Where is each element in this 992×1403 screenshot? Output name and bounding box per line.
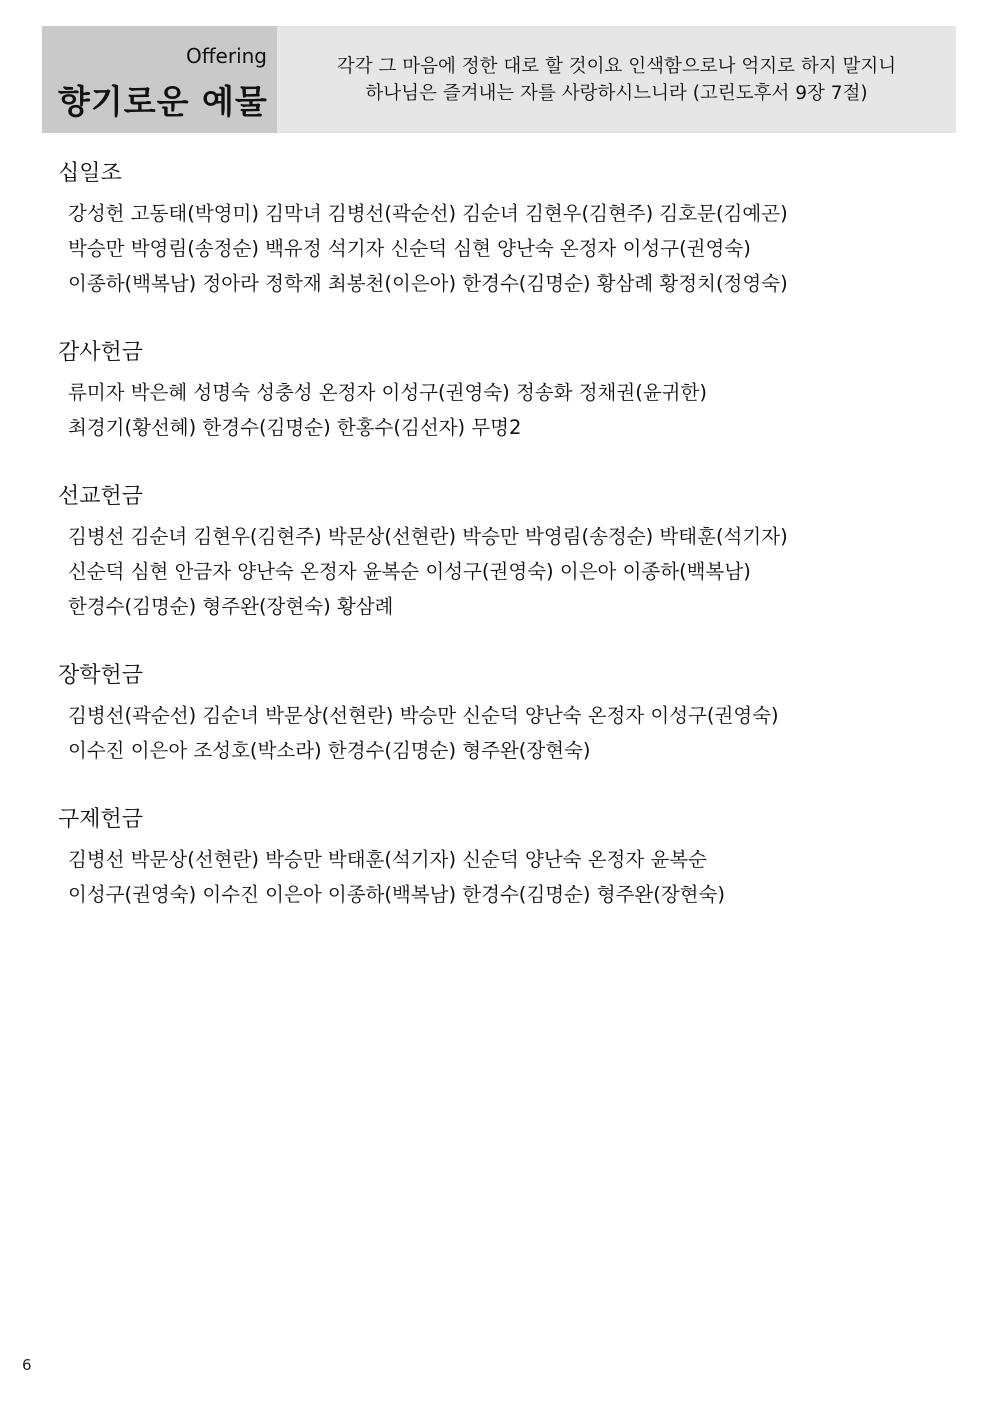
donor-line: 이수진 이은아 조성호(박소라) 한경수(김명순) 형주완(장현숙) [68,739,591,762]
section-title: 십일조 [58,161,122,186]
section-title: 선교헌금 [58,484,144,509]
donor-line: 박승만 박영림(송정순) 백유정 석기자 신순덕 심현 양난숙 온정자 이성구(권영숙) [68,237,751,260]
header-korean-title: 향기로운 예물 [58,82,268,121]
donor-line: 류미자 박은혜 성명숙 성충성 온정자 이성구(권영숙) 정송화 정채권(윤귀한) [68,381,707,404]
offering-sections [58,158,938,948]
donor-line: 김병선 박문상(선현란) 박승만 박태훈(석기자) 신순덕 양난숙 온정자 윤복순 [68,848,707,871]
section-title: 구제헌금 [58,807,144,832]
header-english-title: Offering [186,44,267,68]
donor-line: 강성헌 고동태(박영미) 김막녀 김병선(곽순선) 김순녀 김현우(김현주) 김호문(김예곤) [68,202,788,225]
donor-line: 한경수(김명순) 형주완(장현숙) 황삼례 [68,595,394,618]
donor-line: 이종하(백복남) 정아라 정학재 최봉천(이은아) 한경수(김명순) 황삼례 황정치(정영숙) [68,272,788,295]
section-scholarship [58,660,938,768]
section-mission [58,481,938,624]
page-number: 6 [22,1356,32,1374]
section-thanksgiving [58,337,938,445]
donor-line: 김병선(곽순선) 김순녀 박문상(선현란) 박승만 신순덕 양난숙 온정자 이성구(권영숙) [68,704,779,727]
section-relief [58,804,938,912]
section-title: 장학헌금 [58,663,144,688]
verse-line-2: 하나님은 즐겨내는 자를 사랑하시느니라 (고린도후서 9장 7절) [365,82,868,104]
donor-line: 이성구(권영숙) 이수진 이은아 이종하(백복남) 한경수(김명순) 형주완(장현숙) [68,883,725,906]
bible-verse-block [277,26,956,133]
header-title-block [42,26,277,133]
section-title: 감사헌금 [58,340,144,365]
offering-header [42,26,956,133]
donor-line: 김병선 김순녀 김현우(김현주) 박문상(선현란) 박승만 박영림(송정순) 박태훈(석기자) [68,525,788,548]
verse-line-1: 각각 그 마음에 정한 대로 할 것이요 인색함으로나 억지로 하지 말지니 [336,55,897,77]
donor-line: 최경기(황선혜) 한경수(김명순) 한홍수(김선자) 무명2 [68,416,522,439]
section-tithe [58,158,938,301]
donor-line: 신순덕 심현 안금자 양난숙 온정자 윤복순 이성구(권영숙) 이은아 이종하(백복남) [68,560,751,583]
